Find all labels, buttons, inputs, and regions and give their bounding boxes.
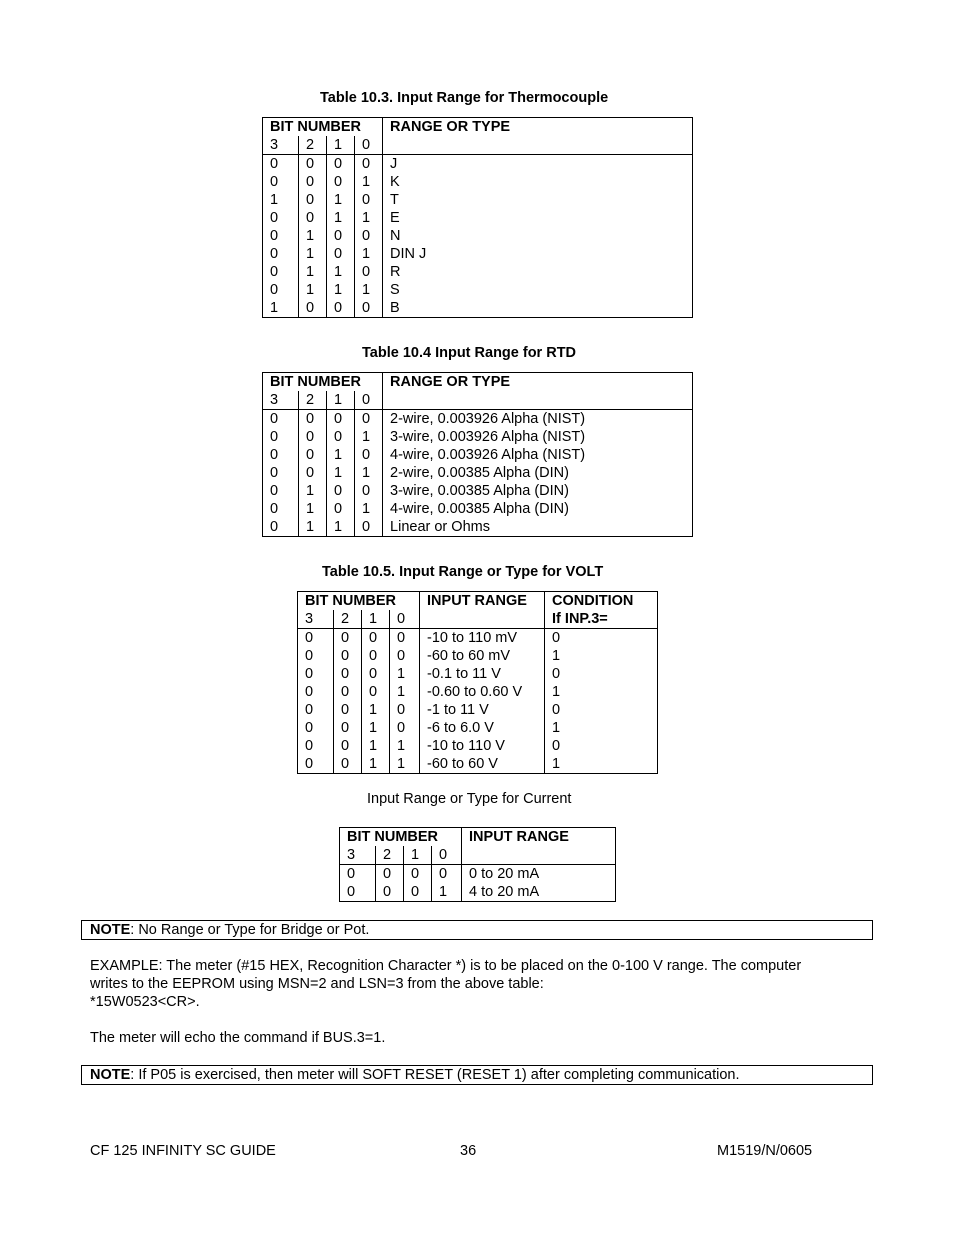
bit-cell: 0 [376, 883, 404, 902]
table-row [263, 482, 693, 500]
range-cell: Linear or Ohms [383, 518, 693, 537]
bit-cell: 1 [299, 227, 327, 245]
range-cell: 3-wire, 0.003926 Alpha (NIST) [383, 428, 693, 446]
range-cell: 4-wire, 0.00385 Alpha (DIN) [383, 500, 693, 518]
table-row [340, 883, 616, 902]
bit-cell: 0 [270, 519, 279, 535]
bit-cell: 0 [327, 482, 355, 500]
bit-number-header: BIT NUMBER [347, 829, 439, 845]
bit-cell: 0 [334, 719, 362, 737]
bit-cell: 1 [355, 173, 383, 191]
bit-index-row [340, 846, 616, 865]
bit-index-row [263, 136, 693, 155]
bit-cell: 0 [334, 701, 362, 719]
bit-cell: 0 [334, 647, 362, 665]
bit-index-cell: 3 [270, 137, 279, 153]
bit-cell: 1 [299, 281, 327, 299]
blank-cell [462, 846, 616, 865]
bit-cell: 0 [334, 665, 362, 683]
table-row [298, 755, 658, 774]
bit-cell: 0 [355, 191, 383, 209]
table-row [298, 683, 658, 701]
bit-cell: 0 [263, 155, 299, 174]
table-row [263, 209, 693, 227]
range-cell: J [383, 155, 693, 174]
bit-cell: 0 [355, 227, 383, 245]
bit-cell: 0 [299, 155, 327, 174]
echo-text: The meter will echo the command if BUS.3=1. [90, 1030, 386, 1046]
volt-caption: Table 10.5. Input Range or Type for VOLT [322, 564, 604, 580]
footer-guide-title: CF 125 INFINITY SC GUIDE [90, 1143, 276, 1159]
table-row [263, 245, 693, 263]
bit-cell: 1 [390, 755, 420, 774]
table-row [263, 155, 693, 174]
bit-cell: 0 [270, 465, 279, 481]
bit-cell: 0 [299, 173, 327, 191]
condition-header: CONDITION [545, 592, 658, 611]
bit-cell: 1 [355, 209, 383, 227]
note-soft-reset [81, 1065, 873, 1085]
range-cell: 3-wire, 0.00385 Alpha (DIN) [383, 482, 693, 500]
example-command: *15W0523<CR>. [90, 994, 200, 1010]
bit-number-header: BIT NUMBER [305, 593, 397, 609]
bit-cell: 1 [432, 883, 462, 902]
bit-cell: 0 [270, 264, 279, 280]
bit-cell: 0 [299, 410, 327, 429]
range-cell: -6 to 6.0 V [420, 719, 545, 737]
range-cell: -1 to 11 V [420, 701, 545, 719]
bit-cell: 1 [390, 683, 420, 701]
bit-cell: 1 [362, 701, 390, 719]
bit-index-cell: 2 [334, 610, 362, 629]
bit-cell: 0 [305, 738, 314, 754]
bit-cell: 0 [270, 501, 279, 517]
bit-cell: 1 [355, 245, 383, 263]
thermocouple-caption: Table 10.3. Input Range for Thermocouple [320, 90, 609, 106]
bit-index-cell: 0 [355, 391, 383, 410]
bit-cell: 0 [404, 865, 432, 884]
table-row [263, 464, 693, 482]
bit-cell: 0 [334, 683, 362, 701]
bit-cell: 1 [327, 281, 355, 299]
bit-index-cell: 0 [432, 846, 462, 865]
bit-cell: 0 [362, 647, 390, 665]
header-row [263, 373, 693, 392]
current-caption: Input Range or Type for Current [367, 791, 572, 807]
bit-number-header: BIT NUMBER [270, 374, 362, 390]
table-row [263, 227, 693, 245]
condition-cell: 1 [545, 755, 658, 774]
bit-cell: 0 [390, 629, 420, 648]
bit-cell: 0 [362, 683, 390, 701]
thermocouple-table [262, 117, 693, 318]
range-header: RANGE OR TYPE [383, 118, 693, 137]
bit-cell: 0 [334, 755, 362, 774]
table-row [298, 719, 658, 737]
bit-cell: 0 [305, 666, 314, 682]
bit-cell: 0 [355, 446, 383, 464]
volt-table [297, 591, 658, 774]
table-row [298, 629, 658, 648]
condition-cell: 0 [545, 701, 658, 719]
range-header: INPUT RANGE [420, 592, 545, 611]
bit-cell: 0 [327, 173, 355, 191]
bit-cell: 1 [362, 737, 390, 755]
bit-index-cell: 2 [299, 136, 327, 155]
bit-cell: 0 [299, 299, 327, 318]
bit-cell: 1 [299, 482, 327, 500]
bit-cell: 1 [390, 737, 420, 755]
bit-index-row [263, 391, 693, 410]
table-row [263, 299, 693, 318]
bit-index-cell: 2 [376, 846, 404, 865]
blank-cell [383, 136, 693, 155]
table-row [298, 647, 658, 665]
bit-cell: 0 [327, 299, 355, 318]
bit-cell: 1 [299, 263, 327, 281]
bit-cell: 0 [334, 629, 362, 648]
example-line: writes to the EEPROM using MSN=2 and LSN=3 from the above table: [90, 976, 544, 992]
bit-index-cell: 1 [362, 610, 390, 629]
range-cell: 2-wire, 0.003926 Alpha (NIST) [383, 410, 693, 429]
table-row [340, 865, 616, 884]
condition-cell: 1 [545, 719, 658, 737]
bit-cell: 1 [327, 191, 355, 209]
bit-cell: 0 [327, 410, 355, 429]
range-cell: T [383, 191, 693, 209]
footer-document-code: M1519/N/0605 [717, 1143, 813, 1159]
bit-cell: 0 [299, 209, 327, 227]
range-cell: N [383, 227, 693, 245]
range-cell: -0.60 to 0.60 V [420, 683, 545, 701]
blank-cell [420, 610, 545, 629]
rtd-table [262, 372, 693, 537]
bit-cell: 0 [270, 246, 279, 262]
blank-cell [383, 391, 693, 410]
bit-cell: 1 [327, 263, 355, 281]
bit-cell: 1 [299, 518, 327, 537]
condition-cell: 0 [545, 665, 658, 683]
table-row [263, 446, 693, 464]
bit-cell: 0 [327, 245, 355, 263]
note-label: NOTE [90, 922, 131, 938]
bit-cell: 0 [298, 629, 334, 648]
note-text: : If P05 is exercised, then meter will SOFT RESET (RESET 1) after completing communication. [130, 1067, 740, 1083]
bit-cell: 0 [355, 299, 383, 318]
bit-cell: 0 [355, 410, 383, 429]
table-row [263, 173, 693, 191]
bit-cell: 0 [355, 482, 383, 500]
bit-cell: 1 [355, 500, 383, 518]
bit-index-cell: 3 [270, 392, 279, 408]
table-row [263, 428, 693, 446]
range-cell: E [383, 209, 693, 227]
bit-cell: 0 [305, 648, 314, 664]
bit-cell: 1 [327, 446, 355, 464]
bit-index-cell: 1 [327, 391, 355, 410]
condition-cell: 1 [545, 647, 658, 665]
bit-cell: 0 [270, 228, 279, 244]
bit-index-cell: 2 [299, 391, 327, 410]
bit-cell: 0 [390, 701, 420, 719]
bit-cell: 1 [327, 209, 355, 227]
table-row [263, 500, 693, 518]
table-row [298, 737, 658, 755]
header-row [263, 118, 693, 137]
bit-index-row [298, 610, 658, 629]
condition-cell: 1 [545, 683, 658, 701]
bit-cell: 1 [327, 464, 355, 482]
bit-index-cell: 3 [305, 611, 314, 627]
bit-cell: 0 [340, 865, 376, 884]
bit-cell: 0 [376, 865, 404, 884]
note-text: : No Range or Type for Bridge or Pot. [130, 922, 370, 938]
bit-index-cell: 0 [355, 136, 383, 155]
header-row [340, 828, 616, 847]
range-cell: DIN J [383, 245, 693, 263]
bit-cell: 0 [305, 702, 314, 718]
bit-cell: 0 [327, 428, 355, 446]
table-row [298, 701, 658, 719]
condition-subheader: If INP.3= [545, 610, 658, 629]
bit-cell: 0 [299, 191, 327, 209]
header-row [298, 592, 658, 611]
range-cell: -10 to 110 V [420, 737, 545, 755]
bit-cell: 1 [355, 281, 383, 299]
bit-cell: 0 [270, 429, 279, 445]
condition-cell: 0 [545, 629, 658, 648]
range-header: INPUT RANGE [462, 828, 616, 847]
bit-cell: 1 [355, 464, 383, 482]
bit-cell: 0 [299, 464, 327, 482]
bit-cell: 0 [270, 483, 279, 499]
bit-cell: 1 [362, 755, 390, 774]
bit-cell: 0 [270, 447, 279, 463]
bit-cell: 0 [327, 500, 355, 518]
condition-cell: 0 [545, 737, 658, 755]
bit-index-cell: 3 [347, 847, 356, 863]
note-label: NOTE [90, 1067, 131, 1083]
range-cell: -60 to 60 V [420, 755, 545, 774]
bit-cell: 0 [270, 174, 279, 190]
bit-cell: 1 [327, 518, 355, 537]
bit-cell: 0 [270, 210, 279, 226]
bit-cell: 0 [347, 884, 356, 900]
table-row [263, 263, 693, 281]
table-row [298, 665, 658, 683]
table-row [263, 281, 693, 299]
note-bridge-pot [81, 920, 873, 940]
bit-cell: 1 [362, 719, 390, 737]
footer-page-number: 36 [460, 1143, 477, 1159]
bit-cell: 0 [305, 756, 314, 772]
bit-cell: 0 [355, 155, 383, 174]
bit-cell: 0 [299, 428, 327, 446]
table-row [263, 518, 693, 537]
bit-cell: 0 [263, 410, 299, 429]
range-cell: -0.1 to 11 V [420, 665, 545, 683]
bit-index-cell: 1 [404, 846, 432, 865]
bit-cell: 0 [355, 263, 383, 281]
range-cell: S [383, 281, 693, 299]
bit-cell: 0 [362, 629, 390, 648]
bit-cell: 0 [390, 719, 420, 737]
bit-cell: 1 [355, 428, 383, 446]
bit-cell: 1 [299, 500, 327, 518]
bit-index-cell: 0 [390, 610, 420, 629]
bit-cell: 0 [305, 720, 314, 736]
example-paragraph [90, 957, 880, 1011]
bit-cell: 0 [327, 155, 355, 174]
example-line: EXAMPLE: The meter (#15 HEX, Recognition Character *) is to be placed on the 0-100 V range. The computer [90, 958, 802, 974]
table-row [263, 191, 693, 209]
bit-cell: 1 [299, 245, 327, 263]
bit-cell: 0 [432, 865, 462, 884]
bit-cell: 1 [390, 665, 420, 683]
bit-cell: 0 [270, 282, 279, 298]
range-cell: 2-wire, 0.00385 Alpha (DIN) [383, 464, 693, 482]
range-cell: K [383, 173, 693, 191]
range-cell: 4 to 20 mA [462, 883, 616, 902]
range-cell: R [383, 263, 693, 281]
bit-cell: 0 [299, 446, 327, 464]
bit-cell: 0 [404, 883, 432, 902]
range-cell: 4-wire, 0.003926 Alpha (NIST) [383, 446, 693, 464]
bit-cell: 0 [362, 665, 390, 683]
range-header: RANGE OR TYPE [383, 373, 693, 392]
range-cell: -10 to 110 mV [420, 629, 545, 648]
bit-cell: 0 [305, 684, 314, 700]
range-cell: 0 to 20 mA [462, 865, 616, 884]
range-cell: -60 to 60 mV [420, 647, 545, 665]
rtd-caption: Table 10.4 Input Range for RTD [362, 345, 577, 361]
bit-cell: 0 [355, 518, 383, 537]
bit-cell: 0 [327, 227, 355, 245]
range-cell: B [383, 299, 693, 318]
table-row [263, 410, 693, 429]
bit-cell: 0 [390, 647, 420, 665]
bit-cell: 1 [270, 192, 279, 208]
bit-index-cell: 1 [327, 136, 355, 155]
bit-number-header: BIT NUMBER [270, 119, 362, 135]
bit-cell: 1 [270, 300, 279, 316]
current-table [339, 827, 616, 902]
bit-cell: 0 [334, 737, 362, 755]
